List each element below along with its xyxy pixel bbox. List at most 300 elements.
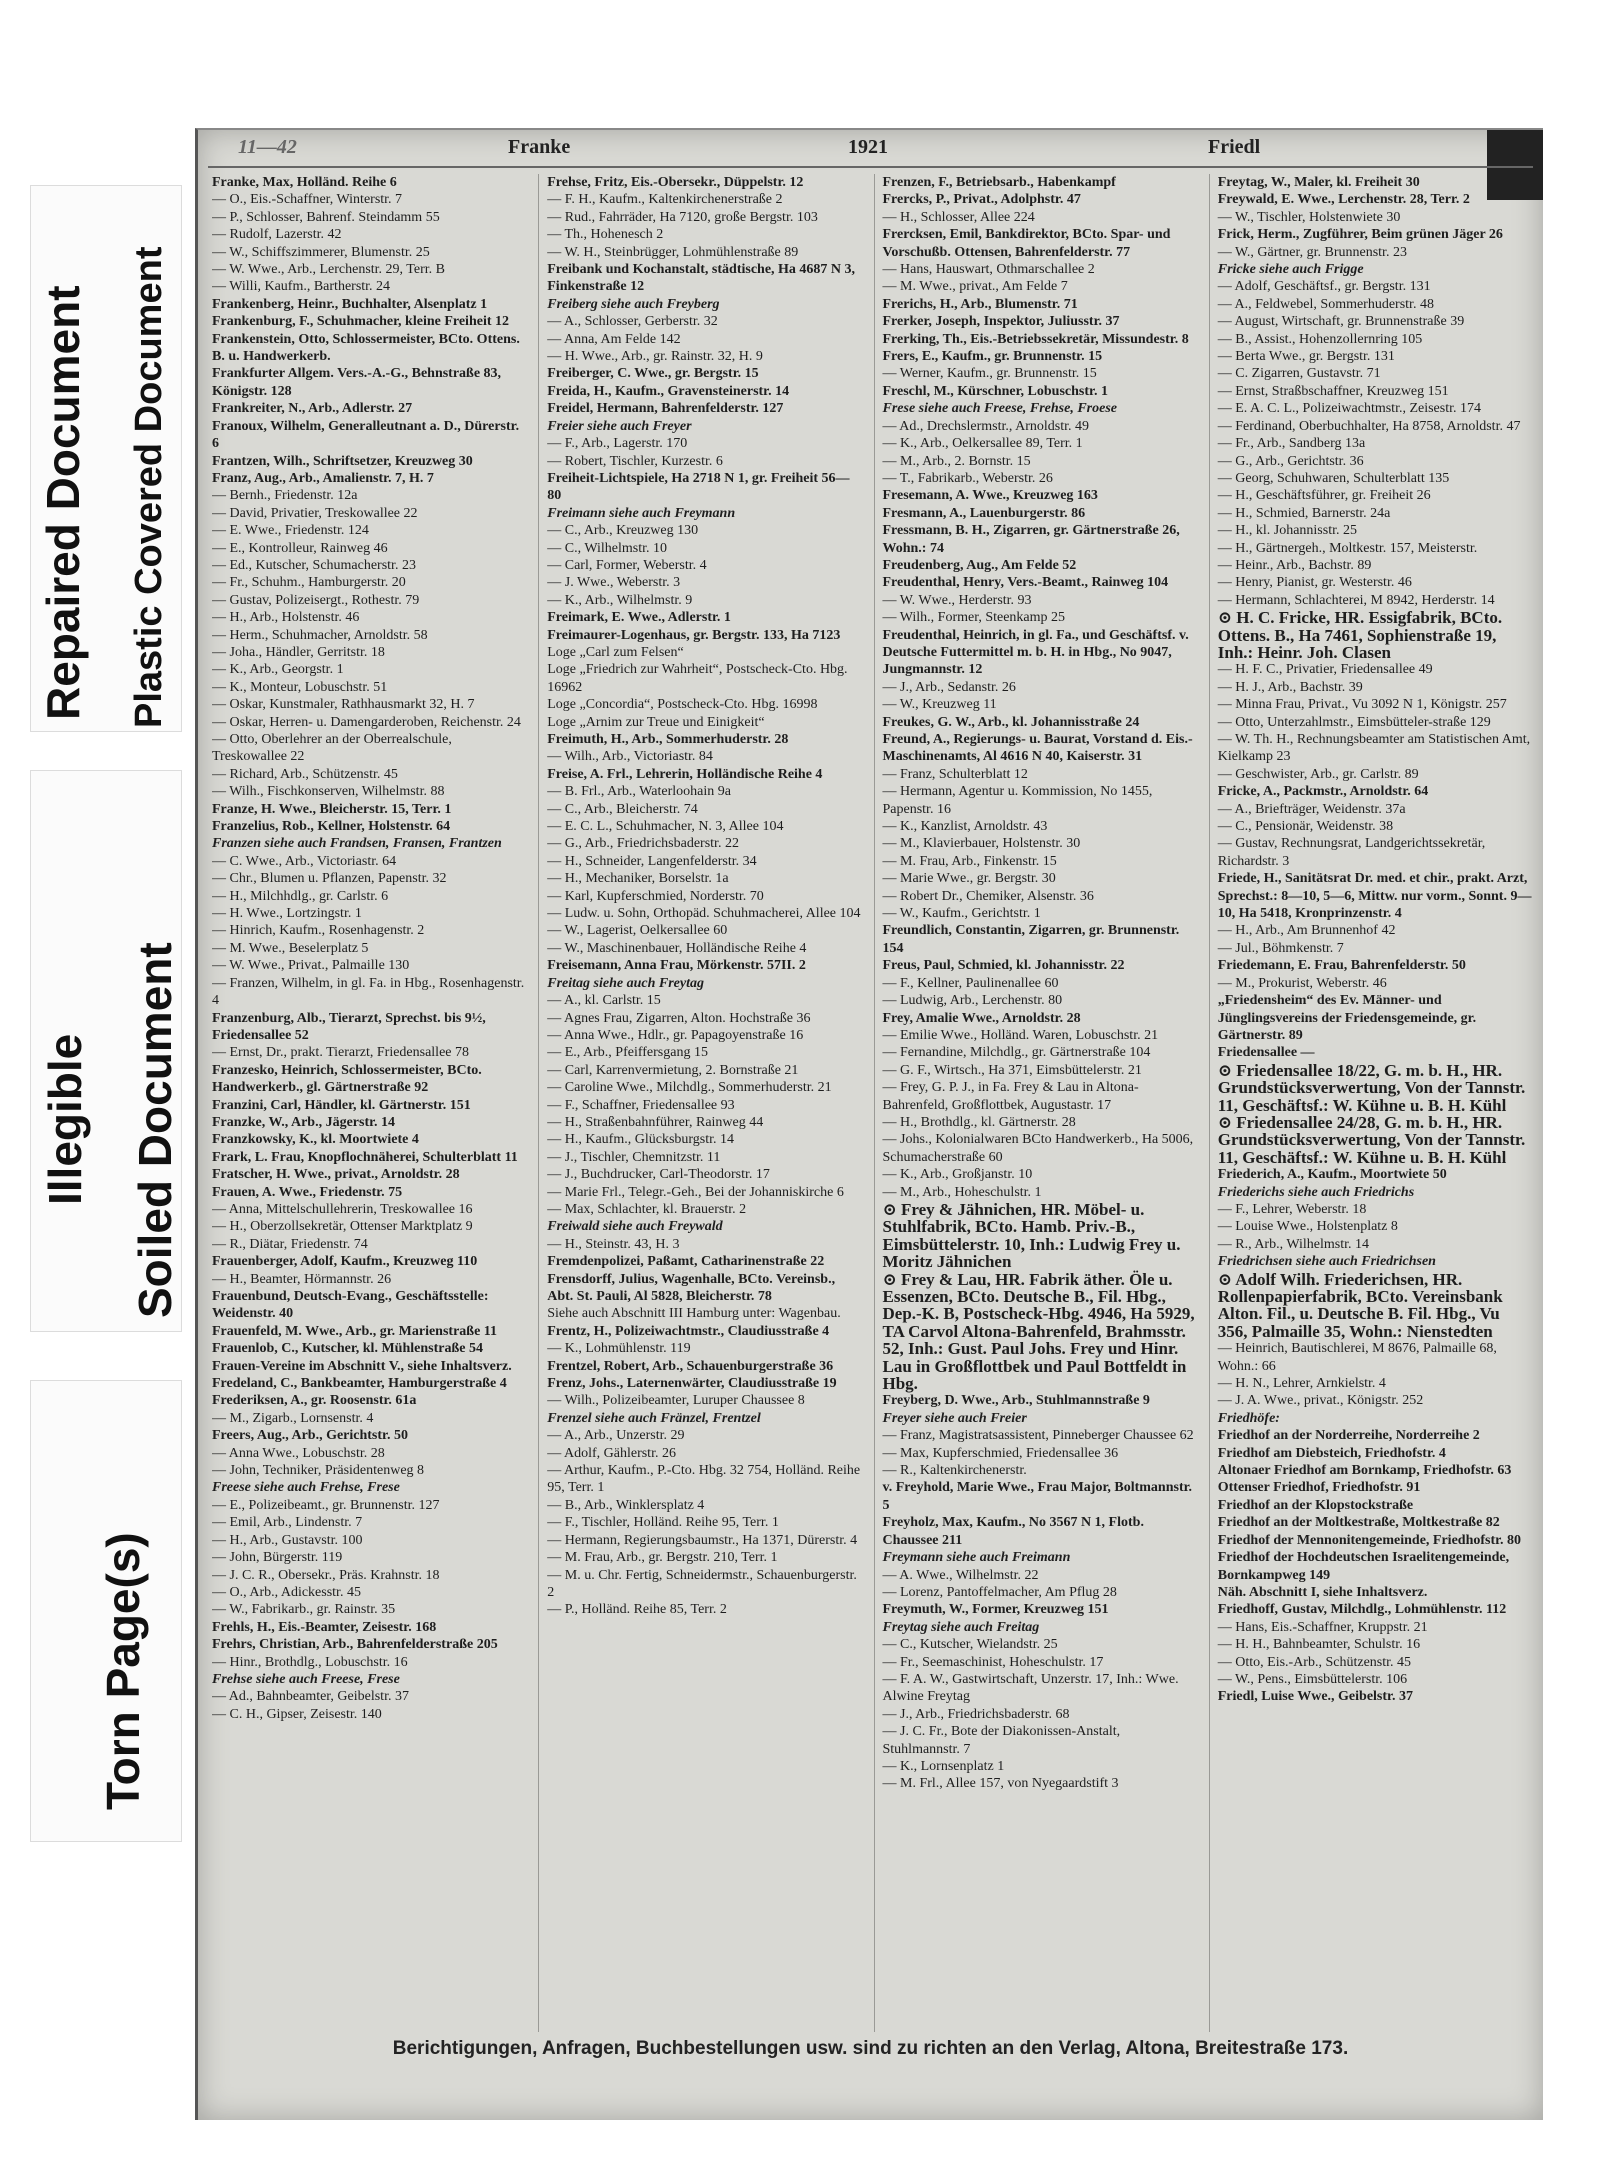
- directory-entry: — Berta Wwe., gr. Bergstr. 131: [1217, 349, 1395, 365]
- directory-entry: — H., Brothdlg., kl. Gärtnerstr. 28: [882, 1114, 1076, 1130]
- directory-entry: Freudenthal, Henry, Vers.-Beamt., Rainweg 104: [882, 575, 1169, 591]
- directory-entry: — Ad., Bahnbeamter, Geibelstr. 37: [212, 1689, 409, 1705]
- directory-entry: — Geschwister, Arb., gr. Carlstr. 89: [1217, 766, 1419, 782]
- directory-entry: Frankenberg, Heinr., Buchhalter, Alsenplatz 1: [212, 296, 488, 312]
- header-year: 1921: [848, 136, 888, 158]
- directory-entry: — Fr., Schuhm., Hamburgerstr. 20: [212, 575, 406, 591]
- header-last-entry: Friedl: [1208, 136, 1261, 158]
- directory-entry: — H. Wwe., Arb., gr. Rainstr. 32, H. 9: [547, 349, 763, 365]
- directory-entry: ⊙ Friedensallee 18/22, G. m. b. H., HR. Grundstücksverwertung, Von der Tannstr. 11, Geschäftsf.: W. Kühne u. B. H. Kühl: [1217, 1060, 1526, 1115]
- directory-entry: — W., Schiffszimmerer, Blumenstr. 25: [212, 244, 430, 260]
- directory-entry: — Minna Frau, Privat., Vu 3092 N 1, Königstr. 257: [1217, 697, 1507, 713]
- directory-entry: Freytag, W., Maler, kl. Freiheit 30: [1217, 175, 1420, 190]
- directory-entry: — August, Wirtschaft, gr. Brunnenstraße 39: [1217, 314, 1465, 330]
- directory-column-4: [1209, 174, 1532, 2032]
- directory-entry: Friedhof an der Norderreihe, Norderreihe 2: [1217, 1428, 1480, 1444]
- header-first-entry: Franke: [508, 136, 571, 158]
- directory-entry: Loge „Carl zum Felsen“: [547, 644, 684, 660]
- directory-entry: — W. H., Steinbrügger, Lohmühlenstraße 89: [547, 244, 799, 260]
- directory-entry: — Ernst, Dr., prakt. Tierarzt, Friedensallee 78: [212, 1045, 470, 1061]
- directory-entry: — Robert, Tischler, Kurzestr. 6: [547, 453, 723, 469]
- directory-entry: — E. Wwe., Friedenstr. 124: [212, 523, 369, 539]
- directory-entry: — K., Arb., Großjanstr. 10: [882, 1167, 1033, 1183]
- directory-entry: — W. Wwe., Herderstr. 93: [882, 592, 1032, 608]
- directory-entry: Friedhof am Diebsteich, Friedhofstr. 4: [1217, 1445, 1446, 1461]
- directory-entry: — M., Klavierbauer, Holstenstr. 30: [882, 836, 1081, 852]
- directory-entry: — Johs., Kolonialwaren BCto Handwerkerb., Ha 5006, Schumacherstraße 60: [882, 1132, 1194, 1165]
- directory-entry: Frick, Herm., Zugführer, Beim grünen Jäger 26: [1217, 227, 1503, 243]
- directory-entry: Fricke, A., Packmstr., Arnoldstr. 64: [1217, 784, 1429, 800]
- directory-entry: Näh. Abschnitt I, siehe Inhaltsverz.: [1217, 1584, 1428, 1600]
- directory-entry: Frers, E., Kaufm., gr. Brunnenstr. 15: [882, 349, 1103, 365]
- directory-entry: Franzelius, Rob., Kellner, Holstenstr. 64: [212, 819, 451, 835]
- directory-entry: — H., Gärtnergeh., Moltkestr. 157, Meisterstr.: [1217, 540, 1478, 556]
- directory-entry: Frark, L. Frau, Knopflochnäherei, Schulterblatt 11: [212, 1149, 518, 1165]
- directory-entry: — Fr., Seemaschinist, Hoheschulstr. 17: [882, 1654, 1104, 1670]
- directory-entry: — H., Arb., Holstenstr. 46: [212, 610, 360, 626]
- scanned-directory-page: [195, 128, 1543, 2120]
- directory-entry: Frentzel, Robert, Arb., Schauenburgerstraße 36: [547, 1358, 834, 1374]
- directory-entry: Franoux, Wilhelm, Generalleutnant a. D., Dürerstr. 6: [212, 418, 520, 452]
- directory-entry: — Ed., Kutscher, Schumacherstr. 23: [212, 557, 416, 573]
- directory-entry: — Ludwig, Arb., Lerchenstr. 80: [882, 993, 1063, 1009]
- directory-entry: — C., Kutscher, Wielandstr. 25: [882, 1637, 1058, 1653]
- directory-entry: — H., Arb., Am Brunnenhof 42: [1217, 923, 1396, 939]
- directory-entry: — David, Privatier, Treskowallee 22: [212, 505, 418, 521]
- directory-entry: Friedemann, E. Frau, Bahrenfelderstr. 50: [1217, 958, 1466, 974]
- directory-entry: Freibank und Kochanstalt, städtische, Ha 4687 N 3, Finkenstraße 12: [547, 262, 856, 295]
- directory-entry: — H., Kaufm., Glücksburgstr. 14: [547, 1132, 735, 1148]
- directory-entry: — Robert Dr., Chemiker, Alsenstr. 36: [882, 888, 1094, 904]
- directory-entry: — W., Gärtner, gr. Brunnenstr. 23: [1217, 244, 1407, 260]
- directory-entry: Freimuth, H., Arb., Sommerhuderstr. 28: [547, 732, 789, 747]
- directory-entry: — F. A. W., Gastwirtschaft, Unzerstr. 17, Inh.: Wwe. Alwine Freytag: [882, 1671, 1179, 1705]
- directory-entry: Frankenstein, Otto, Schlossermeister, BCto. Ottens. B. u. Handwerkerb.: [212, 331, 520, 365]
- directory-entry: — Hermann, Schlachterei, M 8942, Herderstr. 14: [1217, 592, 1495, 608]
- directory-column-1: [212, 174, 526, 2032]
- directory-entry: — J. C. R., Obersekr., Präs. Krahnstr. 18: [212, 1567, 440, 1583]
- directory-entry: — A., Arb., Unzerstr. 29: [547, 1428, 685, 1444]
- directory-entry: Ottenser Friedhof, Friedhofstr. 91: [1217, 1480, 1421, 1496]
- directory-entry: Freundlich, Constantin, Zigarren, gr. Brunnenstr. 154: [882, 923, 1180, 956]
- directory-entry: — M., Zigarb., Lornsenstr. 4: [212, 1410, 374, 1426]
- directory-entry: — E. A. C. L., Polizeiwachtmstr., Zeisestr. 174: [1217, 401, 1482, 417]
- directory-entry: — C., Pensionär, Weidenstr. 38: [1217, 819, 1394, 835]
- directory-entry: — H., kl. Johannisstr. 25: [1217, 523, 1357, 539]
- directory-entry: — John, Techniker, Präsidentenweg 8: [212, 1463, 425, 1479]
- directory-entry: — O., Eis.-Schaffner, Winterstr. 7: [212, 192, 403, 208]
- directory-entry: ⊙ Adolf Wilh. Friederichsen, HR. Rollenpapierfabrik, BCto. Vereinsbank Alton. Fil., u. Deutsche B. Fil. Hbg., Vu 356, Palmaille 35, Wohn.: Nienstedten: [1217, 1269, 1503, 1341]
- directory-entry: — Bernh., Friedenstr. 12a: [212, 488, 358, 504]
- directory-entry: Freitag siehe auch Freytag: [547, 975, 704, 991]
- directory-entry: Franze, H. Wwe., Bleicherstr. 15, Terr. 1: [212, 801, 452, 817]
- directory-entry: — C., Wilhelmstr. 10: [547, 540, 667, 556]
- directory-entry: — Franz, Magistratsassistent, Pinneberger Chaussee 62: [882, 1428, 1194, 1444]
- directory-entry: Fressmann, B. H., Zigarren, gr. Gärtnerstraße 26, Wohn.: 74: [882, 523, 1180, 556]
- directory-entry: — B., Assist., Hohenzollernring 105: [1217, 331, 1423, 347]
- directory-entry: — John, Bürgerstr. 119: [212, 1550, 343, 1566]
- directory-entry: — Joha., Händler, Gerritstr. 18: [212, 644, 385, 660]
- directory-entry: Friedensallee —: [1217, 1045, 1315, 1061]
- directory-entry: Frauen, A. Wwe., Friedenstr. 75: [212, 1184, 403, 1200]
- directory-entry: — M. Frau, Arb., Finkenstr. 15: [882, 853, 1057, 869]
- directory-entry: — Heinrich, Bautischlerei, M 8676, Palmaille 68, Wohn.: 66: [1217, 1341, 1497, 1374]
- directory-entry: — Anna, Am Felde 142: [547, 331, 681, 347]
- directory-entry: — B., Arb., Winklersplatz 4: [547, 1497, 705, 1513]
- directory-entry: Frenz, Johs., Laternenwärter, Claudiusstraße 19: [547, 1376, 837, 1392]
- directory-entry: Friedhof an der Moltkestraße, Moltkestraße 82: [1217, 1515, 1500, 1531]
- directory-entry: — Hermann, Agentur u. Kommission, No 1455, Papenstr. 16: [882, 784, 1153, 817]
- directory-entry: Franzini, Carl, Händler, kl. Gärtnerstr. 151: [212, 1097, 471, 1113]
- directory-entry: — Hans, Hauswart, Othmarschallee 2: [882, 262, 1095, 278]
- directory-entry: — B. Frl., Arb., Waterloohain 9a: [547, 784, 731, 800]
- directory-entry: „Friedensheim“ des Ev. Männer- und Jünglingsvereins der Friedensgemeinde, gr. Gärtnerstr. 89: [1217, 993, 1477, 1043]
- directory-entry: Frercksen, Emil, Bankdirektor, BCto. Spar- und Vorschußb. Ottensen, Bahrenfelderstr. 77: [882, 227, 1171, 260]
- directory-entry: Siehe auch Abschnitt III Hamburg unter: Wagenbau.: [547, 1306, 841, 1322]
- directory-entry: Frensdorff, Julius, Wagenhalle, BCto. Vereinsb., Abt. St. Pauli, Al 5828, Bleicherstr. 78: [547, 1271, 836, 1304]
- directory-entry: Fremdenpolizei, Paßamt, Catharinenstraße 22: [547, 1254, 825, 1270]
- directory-entry: — H., Milchhdlg., gr. Carlstr. 6: [212, 888, 389, 904]
- directory-entry: — O., Arb., Adickesstr. 45: [212, 1584, 361, 1600]
- directory-entry: — E. C. L., Schuhmacher, N. 3, Allee 104: [547, 819, 784, 835]
- directory-entry: Frenzen, F., Betriebsarb., Habenkampf: [882, 175, 1116, 190]
- directory-entry: Freymuth, W., Former, Kreuzweg 151: [882, 1602, 1109, 1618]
- directory-entry: v. Freyhold, Marie Wwe., Frau Major, Boltmannstr. 5: [882, 1480, 1193, 1513]
- directory-entry: — H. N., Lehrer, Arnkielstr. 4: [1217, 1376, 1386, 1392]
- directory-entry: — Louise Wwe., Holstenplatz 8: [1217, 1219, 1398, 1235]
- directory-entry: Freus, Paul, Schmied, kl. Johannisstr. 22: [882, 958, 1125, 974]
- directory-entry: — Emilie Wwe., Holländ. Waren, Lobuschstr. 21: [882, 1027, 1159, 1043]
- directory-entry: — H., Geschäftsführer, gr. Freiheit 26: [1217, 488, 1431, 504]
- directory-entry: Freyer siehe auch Freier: [882, 1410, 1027, 1426]
- directory-entry: Loge „Concordia“, Postscheck-Cto. Hbg. 16998: [547, 697, 818, 713]
- directory-entry: Freund, A., Regierungs- u. Baurat, Vorstand d. Eis.-Maschinenamts, Al 4616 N 40, Kaiserstr. 31: [882, 732, 1193, 765]
- directory-entry: Frehls, H., Eis.-Beamter, Zeisestr. 168: [212, 1619, 437, 1635]
- directory-entry: — K., Kanzlist, Arnoldstr. 43: [882, 819, 1048, 835]
- directory-entry: Friede, H., Sanitätsrat Dr. med. et chir., prakt. Arzt, Sprechst.: 8—10, 5—6, Mittw. nur vorm., Sonnt. 9—10, Ha 5418, Kronprinzenstr. 4: [1217, 871, 1532, 922]
- directory-entry: Frederiksen, A., gr. Roosenstr. 61a: [212, 1393, 417, 1409]
- directory-entry: — H., Steinstr. 43, H. 3: [547, 1236, 680, 1252]
- directory-entry: — Franzen, Wilhelm, in gl. Fa. in Hbg., Rosenhagenstr. 4: [212, 975, 525, 1009]
- directory-entry: Fratscher, H. Wwe., privat., Arnoldstr. 28: [212, 1167, 460, 1183]
- directory-entry: Frerker, Joseph, Inspektor, Juliusstr. 37: [882, 314, 1120, 330]
- directory-entry: Frauenlob, C., Kutscher, kl. Mühlenstraße 54: [212, 1341, 483, 1357]
- directory-entry: — Anna Wwe., Hdlr., gr. Papagoyenstraße 16: [547, 1027, 804, 1043]
- directory-entry: Freyberg, D. Wwe., Arb., Stuhlmannstraße 9: [882, 1393, 1150, 1409]
- directory-entry: — J. Wwe., Weberstr. 3: [547, 575, 681, 591]
- directory-entry: — Oskar, Kunstmaler, Rathhausmarkt 32, H. 7: [212, 697, 475, 713]
- directory-entry: — Max, Schlachter, kl. Brauerstr. 2: [547, 1201, 747, 1217]
- directory-entry: — Rud., Fahrräder, Ha 7120, große Bergstr. 103: [547, 209, 818, 225]
- directory-entry: — G. F., Wirtsch., Ha 371, Eimsbüttelerstr. 21: [882, 1062, 1142, 1078]
- directory-entry: Freukes, G. W., Arb., kl. Johannisstraße 24: [882, 714, 1140, 730]
- directory-entry: — E., Polizeibeamt., gr. Brunnenstr. 127: [212, 1497, 440, 1513]
- directory-entry: Altonaer Friedhof am Bornkamp, Friedhofstr. 63: [1217, 1463, 1512, 1479]
- directory-entry: — P., Schlosser, Bahrenf. Steindamm 55: [212, 209, 440, 225]
- directory-entry: ⊙ Friedensallee 24/28, G. m. b. H., HR. Grundstücksverwertung, Von der Tannstr. 11, Geschäftsf.: W. Kühne u. B. H. Kühl: [1217, 1112, 1526, 1167]
- directory-entry: — Jul., Böhmkenstr. 7: [1217, 940, 1344, 956]
- directory-entry: — Fernandine, Milchdlg., gr. Gärtnerstraße 104: [882, 1045, 1151, 1061]
- directory-entry: — Anna, Mittelschullehrerin, Treskowallee 16: [212, 1201, 473, 1217]
- directory-entry: — K., Arb., Wilhelmstr. 9: [547, 592, 693, 608]
- directory-entry: Freise, A. Frl., Lehrerin, Holländische Reihe 4: [547, 766, 823, 782]
- directory-entry: Friedrichsen siehe auch Friedrichsen: [1217, 1254, 1436, 1270]
- directory-entry: — R., Kaltenkirchenerstr.: [882, 1463, 1027, 1479]
- label-illegible: Illegible: [39, 1033, 91, 1205]
- directory-entry: — Werner, Kaufm., gr. Brunnenstr. 15: [882, 366, 1097, 382]
- header-rule: [208, 166, 1533, 168]
- directory-entry: — K., Arb., Georgstr. 1: [212, 662, 344, 678]
- directory-entry: — Frey, G. P. J., in Fa. Frey & Lau in Altona-Bahrenfeld, Großflottbek, Augustastr. 17: [882, 1080, 1139, 1113]
- directory-entry: — Otto, Oberlehrer an der Oberrealschule, Treskowallee 22: [212, 732, 452, 765]
- directory-entry: — K., Lohmühlenstr. 119: [547, 1341, 691, 1357]
- directory-entry: — F., Arb., Lagerstr. 170: [547, 436, 688, 452]
- directory-entry: — A., kl. Carlstr. 15: [547, 993, 661, 1009]
- directory-entry: — Hinr., Brothdlg., Lobuschstr. 16: [212, 1654, 408, 1670]
- directory-entry: — Richard, Arb., Schützenstr. 45: [212, 766, 398, 782]
- directory-entry: Friedhof der Mennonitengemeinde, Friedhofstr. 80: [1217, 1532, 1522, 1548]
- directory-entry: Frehse, Fritz, Eis.-Obersekr., Düppelstr. 12: [547, 175, 804, 190]
- directory-entry: — Ernst, Straßbschaffner, Kreuzweg 151: [1217, 383, 1449, 399]
- directory-entry: Franke, Max, Holländ. Reihe 6: [212, 175, 397, 190]
- directory-entry: Freimaurer-Logenhaus, gr. Bergstr. 133, Ha 7123: [547, 627, 841, 643]
- directory-entry: Frantzen, Wilh., Schriftsetzer, Kreuzweg 30: [212, 453, 473, 469]
- directory-entry: — Arthur, Kaufm., P.-Cto. Hbg. 32 754, Holländ. Reihe 95, Terr. 1: [547, 1463, 861, 1496]
- directory-entry: — J. C. Fr., Bote der Diakonissen-Anstalt, Stuhlmannstr. 7: [882, 1724, 1121, 1757]
- directory-entry: — H., Straßenbahnführer, Rainweg 44: [547, 1114, 764, 1130]
- directory-entry: Freidel, Hermann, Bahrenfelderstr. 127: [547, 401, 784, 417]
- directory-entry: — Gustav, Polizeisergt., Rothestr. 79: [212, 592, 420, 608]
- directory-entry: — W., Tischler, Holstenwiete 30: [1217, 209, 1401, 225]
- directory-entry: — H. H., Bahnbeamter, Schulstr. 16: [1217, 1637, 1421, 1653]
- directory-entry: — T., Fabrikarb., Weberstr. 26: [882, 470, 1053, 486]
- directory-entry: — Georg, Schuhwaren, Schulterblatt 135: [1217, 470, 1450, 486]
- directory-entry: Frauen-Vereine im Abschnitt V., siehe Inhaltsverz.: [212, 1358, 512, 1374]
- directory-entry: — E., Kontrolleur, Rainweg 46: [212, 540, 388, 556]
- directory-entry: — H. F. C., Privatier, Friedensallee 49: [1217, 662, 1433, 678]
- directory-entry: Freyholz, Max, Kaufm., No 3567 N 1, Flotb. Chaussee 211: [882, 1515, 1144, 1548]
- directory-entry: — J., Buchdrucker, Carl-Theodorstr. 17: [547, 1167, 770, 1183]
- directory-entry: — Oskar, Herren- u. Damengarderoben, Reichenstr. 24: [212, 714, 521, 730]
- directory-entry: — J., Tischler, Chemnitzstr. 11: [547, 1149, 721, 1165]
- directory-entry: Friedhöfe:: [1217, 1410, 1280, 1426]
- directory-entry: Frankreiter, N., Arb., Adlerstr. 27: [212, 401, 413, 417]
- directory-entry: Frankenburg, F., Schuhmacher, kleine Freiheit 12: [212, 314, 510, 330]
- directory-entry: — Anna Wwe., Lobuschstr. 28: [212, 1445, 385, 1461]
- directory-entry: — G., Arb., Gerichtstr. 36: [1217, 453, 1364, 469]
- directory-entry: — J., Arb., Sedanstr. 26: [882, 679, 1016, 695]
- directory-entry: — H., Beamter, Hörmannstr. 26: [212, 1271, 392, 1287]
- directory-entry: — Adolf, Gählerstr. 26: [547, 1445, 676, 1461]
- directory-entry: — Max, Kupferschmied, Friedensallee 36: [882, 1445, 1119, 1461]
- directory-entry: — C., Arb., Bleicherstr. 74: [547, 801, 698, 817]
- directory-entry: Franzen siehe auch Frandsen, Fransen, Frantzen: [212, 836, 502, 852]
- page-header: [208, 136, 1473, 162]
- directory-entry: — Wilh., Polizeibeamter, Luruper Chaussee 8: [547, 1393, 805, 1409]
- page-number-mark: 11—42: [238, 136, 297, 158]
- directory-entry: — M. Frau, Arb., gr. Bergstr. 210, Terr. 1: [547, 1550, 778, 1566]
- directory-entry: Freudenberg, Aug., Am Felde 52: [882, 557, 1077, 573]
- directory-entry: Franzke, W., Arb., Jägerstr. 14: [212, 1114, 396, 1130]
- directory-entry: — H. J., Arb., Bachstr. 39: [1217, 679, 1363, 695]
- directory-entry: — W., Fabrikarb., gr. Rainstr. 35: [212, 1602, 396, 1618]
- directory-entry: Freytag siehe auch Freitag: [882, 1619, 1040, 1635]
- directory-entry: — Karl, Kupferschmied, Norderstr. 70: [547, 888, 764, 904]
- directory-entry: ⊙ Frey & Lau, HR. Fabrik äther. Öle u. Essenzen, BCto. Deutsche B., Fil. Hbg., Dep.-K. B, Postscheck-Hbg. 4946, Ha 5929, TA Carvol Altona-Bahrenfeld, Brahmsstr. 52, Inh.: Gust. Paul Johs. Frey und Hinr. Lau in Großflottbek und Paul Bottfeldt in Hbg.: [882, 1269, 1195, 1394]
- directory-entry: Frankfurter Allgem. Vers.-A.-G., Behnstraße 83, Königstr. 128: [212, 366, 502, 399]
- directory-entry: — Th., Hohenesch 2: [547, 227, 664, 243]
- directory-entry: — J. A. Wwe., privat., Königstr. 252: [1217, 1393, 1424, 1409]
- directory-entry: — Carl, Karrenvermietung, 2. Bornstraße 21: [547, 1062, 799, 1078]
- directory-entry: — M., Arb., Hoheschulstr. 1: [882, 1184, 1042, 1200]
- directory-entry: — H., Schlosser, Allee 224: [882, 209, 1035, 225]
- directory-entry: Freisemann, Anna Frau, Mörkenstr. 57II. 2: [547, 958, 806, 974]
- directory-entry: — A., Feldwebel, Sommerhuderstr. 48: [1217, 296, 1434, 312]
- label-plastic-covered-document: Plastic Covered Document: [128, 246, 170, 728]
- directory-entry: Friedl, Luise Wwe., Geibelstr. 37: [1217, 1689, 1413, 1705]
- directory-entry: — G., Arb., Friedrichsbaderstr. 22: [547, 836, 739, 852]
- directory-entry: Friedhof an der Klopstockstraße: [1217, 1497, 1414, 1513]
- directory-entry: — M. Frl., Allee 157, von Nyegaardstift 3: [882, 1776, 1119, 1792]
- directory-entry: — Carl, Former, Weberstr. 4: [547, 557, 707, 573]
- directory-entry: — K., Lornsenplatz 1: [882, 1758, 1005, 1774]
- directory-entry: — H., Mechaniker, Borselstr. 1a: [547, 871, 729, 887]
- directory-entry: Freier siehe auch Freyer: [547, 418, 692, 434]
- directory-entry: — K., Monteur, Lobuschstr. 51: [212, 679, 388, 695]
- directory-entry: Freese siehe auch Frehse, Frese: [212, 1480, 400, 1496]
- directory-entry: — Ad., Drechslermstr., Arnoldstr. 49: [882, 418, 1089, 434]
- directory-entry: — W., Kreuzweg 11: [882, 697, 997, 713]
- label-soiled-document: Soiled Document: [129, 942, 181, 1318]
- directory-entry: — Willi, Kaufm., Bartherstr. 24: [212, 279, 391, 295]
- directory-entry: — P., Holländ. Reihe 85, Terr. 2: [547, 1602, 727, 1618]
- directory-entry: Frauenfeld, M. Wwe., Arb., gr. Marienstraße 11: [212, 1323, 498, 1339]
- directory-entry: — Otto, Unterzahlmstr., Eimsbütteler-straße 129: [1217, 714, 1491, 730]
- directory-entry: Freywald, E. Wwe., Lerchenstr. 28, Terr. 2: [1217, 192, 1470, 208]
- directory-entry: — Ferdinand, Oberbuchhalter, Ha 8758, Arnoldstr. 47: [1217, 418, 1521, 434]
- directory-entry: Franzenburg, Alb., Tierarzt, Sprechst. bis 9½, Friedensallee 52: [212, 1010, 486, 1043]
- directory-entry: Freida, H., Kaufm., Gravensteinerstr. 14: [547, 383, 790, 399]
- directory-entry: — F., Schaffner, Friedensallee 93: [547, 1097, 735, 1113]
- directory-entry: Fresmann, A., Lauenburgerstr. 86: [882, 505, 1086, 521]
- directory-entry: — H., Oberzollsekretär, Ottenser Marktplatz 9: [212, 1219, 473, 1235]
- directory-entry: Freimann siehe auch Freymann: [547, 505, 736, 521]
- directory-entry: — C. H., Gipser, Zeisestr. 140: [212, 1706, 382, 1722]
- directory-entry: — M., Prokurist, Weberstr. 46: [1217, 975, 1387, 991]
- directory-entry: — A., Schlosser, Gerberstr. 32: [547, 314, 718, 330]
- directory-entry: — Wilh., Former, Steenkamp 25: [882, 610, 1066, 626]
- directory-entry: — F., Kellner, Paulinenallee 60: [882, 975, 1059, 991]
- directory-columns: [212, 174, 1532, 2032]
- directory-entry: — F., Lehrer, Weberstr. 18: [1217, 1201, 1367, 1217]
- directory-entry: Frercks, P., Privat., Adolphstr. 47: [882, 192, 1081, 208]
- directory-entry: — F. H., Kaufm., Kaltenkirchenerstraße 2: [547, 192, 783, 208]
- directory-entry: Franzkowsky, K., kl. Moortwiete 4: [212, 1132, 419, 1148]
- directory-entry: Freiheit-Lichtspiele, Ha 2718 N 1, gr. Freiheit 56—80: [547, 470, 850, 504]
- directory-entry: — M., Arb., 2. Bornstr. 15: [882, 453, 1031, 469]
- directory-entry: — Hans, Eis.-Schaffner, Kruppstr. 21: [1217, 1619, 1428, 1635]
- directory-entry: Frerichs, H., Arb., Blumenstr. 71: [882, 296, 1078, 312]
- directory-entry: — E., Arb., Pfeiffersgang 15: [547, 1045, 708, 1061]
- directory-entry: — W. Th. H., Rechnungsbeamter am Statistischen Amt, Kielkamp 23: [1217, 732, 1531, 765]
- directory-entry: Friedhoff, Gustav, Milchdlg., Lohmühlenstr. 112: [1217, 1602, 1507, 1618]
- directory-entry: Friederichs siehe auch Friedrichs: [1217, 1184, 1415, 1200]
- directory-entry: — W., Kaufm., Gerichtstr. 1: [882, 906, 1041, 922]
- directory-entry: — A., Briefträger, Weidenstr. 37a: [1217, 801, 1406, 817]
- directory-entry: — Heinr., Arb., Bachstr. 89: [1217, 557, 1372, 573]
- directory-entry: ⊙ H. C. Fricke, HR. Essigfabrik, BCto. Ottens. B., Ha 7461, Sophienstraße 19, Inh.: Heinr. Joh. Clasen: [1217, 608, 1503, 662]
- directory-entry: — Marie Wwe., gr. Bergstr. 30: [882, 871, 1056, 887]
- directory-entry: Freiwald siehe auch Freywald: [547, 1219, 723, 1235]
- directory-entry: Frehse siehe auch Freese, Frese: [212, 1671, 400, 1687]
- directory-entry: — Chr., Blumen u. Pflanzen, Papenstr. 32: [212, 871, 447, 887]
- directory-entry: — Marie Frl., Telegr.-Geh., Bei der Johanniskirche 6: [547, 1184, 844, 1200]
- directory-entry: Freudenthal, Heinrich, in gl. Fa., und Geschäftsf. v. Deutsche Futtermittel m. b. H. in Hbg., No 9047, Jungmannstr. 12: [882, 627, 1189, 678]
- directory-entry: Freschl, M., Kürschner, Lobuschstr. 1: [882, 383, 1108, 399]
- directory-entry: Freimark, E. Wwe., Adlerstr. 1: [547, 610, 731, 626]
- directory-entry: — W. Wwe., Privat., Palmaille 130: [212, 958, 410, 974]
- directory-entry: — W., Lagerist, Oelkersallee 60: [547, 923, 728, 939]
- directory-entry: — Agnes Frau, Zigarren, Alton. Hochstraße 36: [547, 1010, 811, 1026]
- directory-entry: — Wilh., Fischkonserven, Wilhelmstr. 88: [212, 784, 445, 800]
- directory-entry: Frehrs, Christian, Arb., Bahrenfelderstraße 205: [212, 1637, 498, 1653]
- directory-entry: Frerking, Th., Eis.-Betriebssekretär, Missundestr. 8: [882, 331, 1189, 347]
- directory-entry: — R., Arb., Wilhelmstr. 14: [1217, 1236, 1369, 1252]
- directory-entry: Friederich, A., Kaufm., Moortwiete 50: [1217, 1167, 1447, 1183]
- directory-entry: Fricke siehe auch Frigge: [1217, 262, 1364, 278]
- directory-entry: — Franz, Schulterblatt 12: [882, 766, 1028, 782]
- directory-entry: — Hinrich, Kaufm., Rosenhagenstr. 2: [212, 923, 425, 939]
- directory-entry: — Gustav, Rechnungsrat, Landgerichtssekretär, Richardstr. 3: [1217, 836, 1486, 869]
- directory-entry: — Caroline Wwe., Milchdlg., Sommerhuderstr. 21: [547, 1080, 832, 1096]
- directory-entry: — M. Wwe., privat., Am Felde 7: [882, 279, 1068, 295]
- document-condition-labels: [0, 0, 190, 2177]
- directory-entry: — W., Maschinenbauer, Holländische Reihe 4: [547, 940, 807, 956]
- directory-column-2: [538, 174, 861, 2032]
- directory-entry: ⊙ Frey & Jähnichen, HR. Möbel- u. Stuhlfabrik, BCto. Hamb. Priv.-B., Eimsbüttelerstr. 10, Inh.: Ludwig Frey u. Moritz Jähnichen: [882, 1199, 1181, 1272]
- directory-entry: Loge „Arnim zur Treue und Einigkeit“: [547, 714, 765, 730]
- directory-entry: — M. u. Chr. Fertig, Schneidermstr., Schauenburgerstr. 2: [547, 1567, 857, 1600]
- directory-entry: Friedhof der Hochdeutschen Israelitengemeinde, Bornkampweg 149: [1217, 1550, 1510, 1583]
- directory-entry: — Emil, Arb., Lindenstr. 7: [212, 1515, 363, 1531]
- directory-entry: — C. Wwe., Arb., Victoriastr. 64: [212, 853, 397, 869]
- directory-entry: — A. Wwe., Wilhelmstr. 22: [882, 1567, 1039, 1583]
- directory-entry: — M. Wwe., Beselerplatz 5: [212, 940, 369, 956]
- directory-entry: — Adolf, Geschäftsf., gr. Bergstr. 131: [1217, 279, 1431, 295]
- directory-entry: — R., Diätar, Friedenstr. 74: [212, 1236, 368, 1252]
- directory-entry: — W., Pens., Eimsbüttelerstr. 106: [1217, 1671, 1408, 1687]
- directory-entry: Freymann siehe auch Freimann: [882, 1550, 1071, 1566]
- directory-entry: — Herm., Schuhmacher, Arnoldstr. 58: [212, 627, 428, 643]
- directory-entry: — Hermann, Regierungsbaumstr., Ha 1371, Dürerstr. 4: [547, 1532, 858, 1548]
- directory-entry: — H., Schneider, Langenfelderstr. 34: [547, 853, 757, 869]
- publisher-footer: Berichtigungen, Anfragen, Buchbestellungen usw. sind zu richten an den Verlag, Altona, Breitestraße 173.: [392, 2038, 1349, 2059]
- directory-entry: — Wilh., Arb., Victoriastr. 84: [547, 749, 713, 765]
- directory-entry: Fresemann, A. Wwe., Kreuzweg 163: [882, 488, 1098, 504]
- directory-entry: — C., Arb., Kreuzweg 130: [547, 523, 699, 539]
- directory-entry: Fredeland, C., Bankbeamter, Hamburgerstraße 4: [212, 1376, 507, 1392]
- directory-entry: — H., Arb., Gustavstr. 100: [212, 1532, 363, 1548]
- directory-entry: Frentz, H., Polizeiwachtmstr., Claudiusstraße 4: [547, 1323, 830, 1339]
- directory-entry: — H. Wwe., Lortzingstr. 1: [212, 906, 362, 922]
- directory-entry: — F., Tischler, Holländ. Reihe 95, Terr. 1: [547, 1515, 779, 1531]
- directory-entry: — Rudolf, Lazerstr. 42: [212, 227, 342, 243]
- directory-entry: — Ludw. u. Sohn, Orthopäd. Schuhmacherei, Allee 104: [547, 906, 861, 922]
- directory-entry: — Otto, Eis.-Arb., Schützenstr. 45: [1217, 1654, 1412, 1670]
- directory-entry: — Lorenz, Pantoffelmacher, Am Pflug 28: [882, 1584, 1117, 1600]
- directory-entry: — Fr., Arb., Sandberg 13a: [1217, 436, 1366, 452]
- directory-entry: Franz, Aug., Arb., Amalienstr. 7, H. 7: [212, 470, 434, 486]
